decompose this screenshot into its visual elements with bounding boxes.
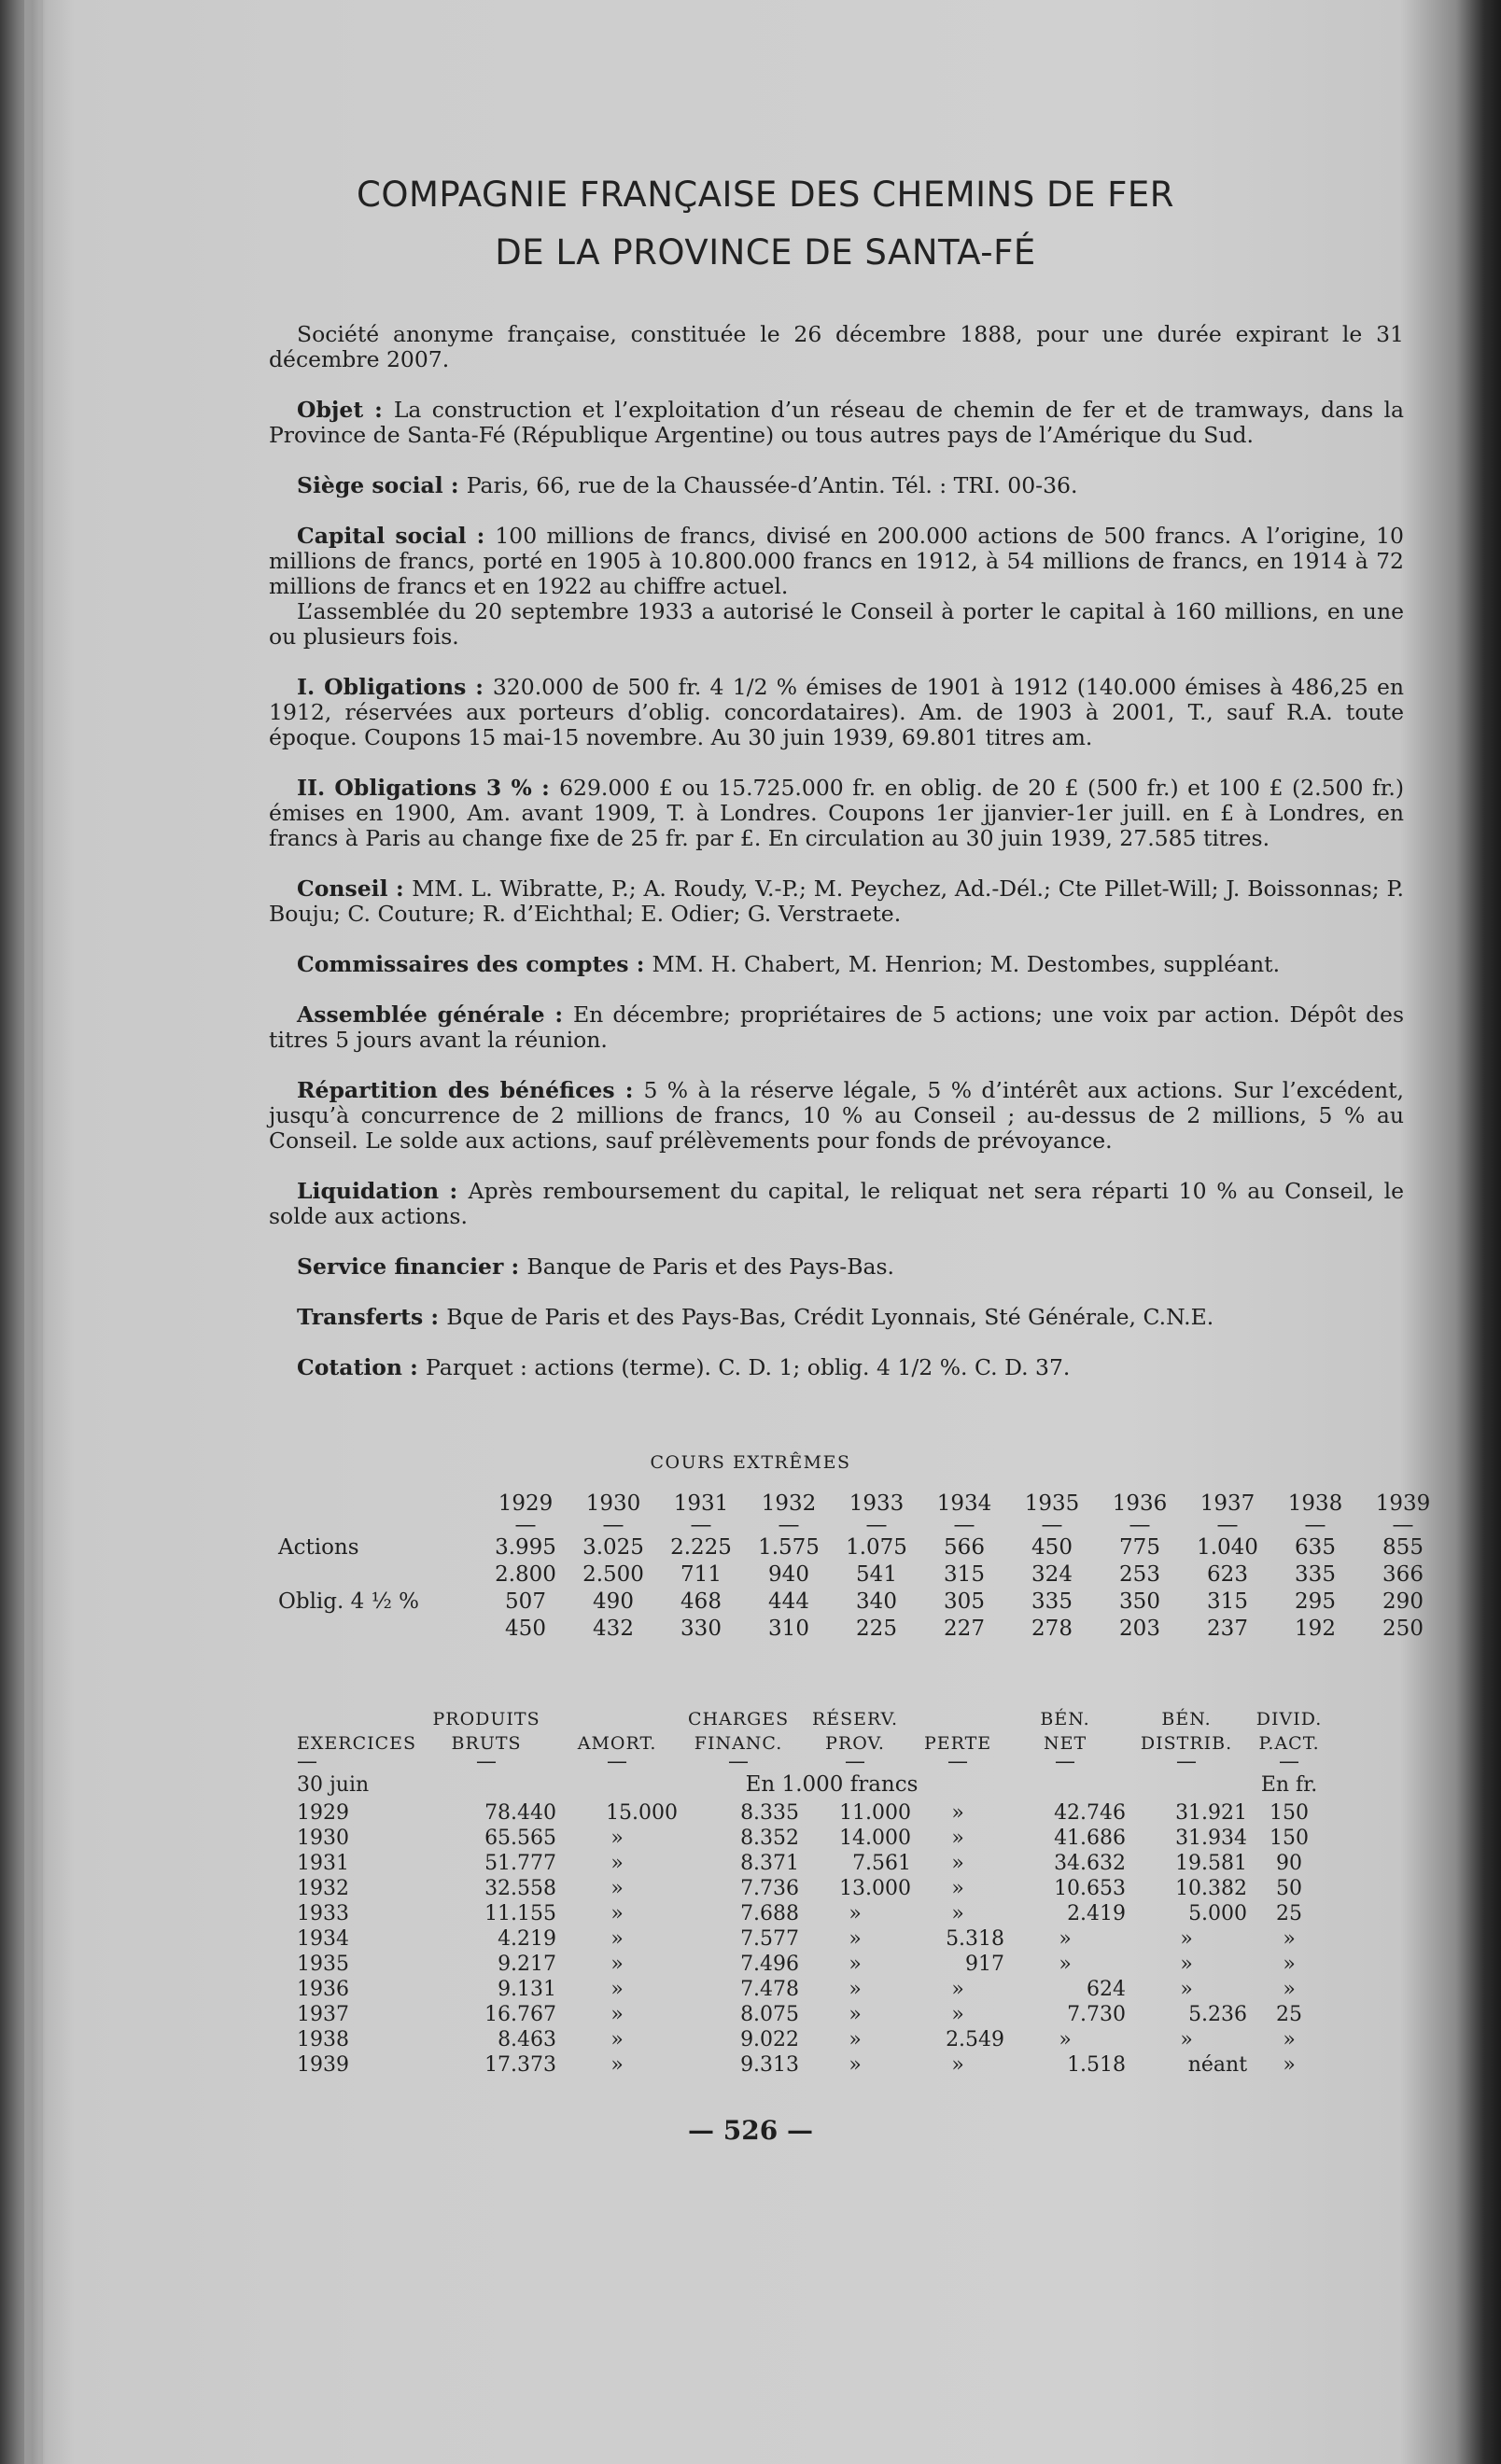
table-row (269, 1851, 1331, 1876)
paragraph-text: Bque de Paris et des Pays-Bas, Crédit Lyonnais, Sté Générale, C.N.E. (446, 1304, 1214, 1330)
table-cell: 253 (1119, 1561, 1160, 1587)
table-cell: 444 (768, 1589, 809, 1614)
cours-dash: — (1129, 1513, 1151, 1537)
table-cell: 450 (505, 1616, 546, 1641)
paragraph-key: Cotation : (297, 1354, 427, 1380)
table-cell: 1929 (297, 1801, 349, 1825)
table-cell: 5.318 (946, 1927, 1005, 1951)
table-cell: 5.236 (1188, 2003, 1248, 2026)
paragraph-key: Liquidation : (297, 1178, 469, 1204)
table-cell: » (1283, 1978, 1296, 2001)
table-row (269, 1533, 1447, 1561)
table-cell: 10.653 (1054, 1877, 1127, 1900)
title-line-2: DE LA PROVINCE DE SANTA-FÉ (495, 232, 1036, 273)
table-cell: » (951, 1852, 964, 1875)
table-cell: 51.777 (484, 1852, 557, 1875)
cours-dash: — (1041, 1513, 1063, 1537)
paragraph (269, 1179, 1404, 1229)
paragraph-key: Conseil : (297, 875, 413, 902)
column-header: RÉSERV. (811, 1709, 899, 1729)
table-cell: 1931 (297, 1852, 349, 1875)
table-cell: » (849, 1902, 862, 1925)
table-cell: 305 (944, 1589, 985, 1614)
document-body (269, 322, 1404, 1406)
table-cell: 711 (680, 1561, 722, 1587)
table-cell: 90 (1276, 1852, 1303, 1875)
table-cell: » (1283, 2053, 1296, 2077)
table-cell: » (951, 1978, 964, 2001)
table-cell: 225 (856, 1616, 897, 1641)
paragraph-key: II. Obligations 3 % : (297, 775, 560, 801)
cours-table (269, 1490, 1447, 1642)
table-cell: 2.800 (495, 1561, 556, 1587)
table-cell: » (1283, 2028, 1296, 2051)
table-cell: 541 (856, 1561, 897, 1587)
column-header: BÉN. (1161, 1709, 1212, 1729)
paragraph (269, 952, 1404, 977)
cours-year: 1936 (1112, 1491, 1168, 1516)
paragraph-key: Capital social : (297, 523, 496, 549)
table-cell: » (1283, 1927, 1296, 1951)
table-cell: 324 (1031, 1561, 1073, 1587)
cours-title: COURS EXTRÊMES (650, 1452, 851, 1473)
table-cell: 237 (1207, 1616, 1248, 1641)
cours-dash: — (953, 1513, 975, 1537)
paragraph (269, 876, 1404, 927)
paragraph-text: MM. H. Chabert, M. Henrion; M. Destombes, suppléant. (652, 951, 1281, 977)
paragraph (269, 1355, 1404, 1380)
cours-year: 1933 (849, 1491, 905, 1516)
column-header: PERTE (923, 1733, 992, 1754)
table-cell: » (1059, 1953, 1072, 1976)
table-row (269, 2052, 1331, 2078)
table-row (269, 2002, 1331, 2027)
row-label: Oblig. 4 ½ % (278, 1589, 420, 1614)
table-cell: » (849, 1927, 862, 1951)
table-cell: 150 (1270, 1801, 1310, 1825)
table-cell: 203 (1119, 1616, 1160, 1641)
table-cell: 9.131 (498, 1978, 557, 2001)
table-cell: 310 (768, 1616, 809, 1641)
table-cell: 330 (680, 1616, 722, 1641)
column-header: PRODUITS (432, 1709, 540, 1729)
table-cell: 623 (1207, 1561, 1248, 1587)
paragraph (269, 398, 1404, 448)
table-cell: » (849, 1978, 862, 2001)
table-cell: » (1180, 1927, 1193, 1951)
column-header (911, 1707, 1004, 1731)
table-cell: 78.440 (484, 1801, 557, 1825)
table-cell: » (610, 1852, 624, 1875)
table-cell: 315 (944, 1561, 985, 1587)
table-cell: 2.549 (946, 2028, 1005, 2051)
cours-header-row (269, 1490, 1447, 1517)
row-label (269, 1561, 482, 1588)
column-header: BRUTS (451, 1733, 522, 1754)
paragraph-key: Siège social : (297, 472, 467, 498)
cours-dash-row (269, 1517, 1447, 1533)
table-cell: 2.500 (582, 1561, 644, 1587)
exercices-header-row-1 (269, 1707, 1331, 1731)
column-header: CHARGES (687, 1709, 790, 1729)
table-cell: » (610, 1877, 624, 1900)
paragraph-key: Objet : (297, 397, 394, 423)
table-cell: 566 (944, 1534, 985, 1560)
table-cell: » (610, 1902, 624, 1925)
table-row (269, 1561, 1447, 1588)
table-cell: 1939 (297, 2053, 349, 2077)
table-cell: 32.558 (484, 1877, 557, 1900)
table-row (269, 1901, 1331, 1926)
table-row (269, 1926, 1331, 1952)
table-cell: 1.075 (846, 1534, 907, 1560)
table-cell: 278 (1031, 1616, 1073, 1641)
table-cell: 340 (856, 1589, 897, 1614)
table-cell: » (1059, 1927, 1072, 1951)
table-cell: 7.577 (740, 1927, 800, 1951)
table-cell: » (951, 1827, 964, 1850)
cours-year: 1930 (585, 1491, 641, 1516)
paragraph-text: 629.000 £ ou 15.725.000 fr. en oblig. de 20 £ (500 fr.) et 100 £ (2.500 fr.) émises en 1900, Am. avant 1909, T. à Londres. Coupons 1er jjanvier-1er juill. en £ à Londres, en francs à Paris au change fixe de 25 fr. par £. En circulation au 30 juin 1939, 27.585 titres. (269, 775, 1404, 851)
table-cell: 1.040 (1197, 1534, 1258, 1560)
table-cell: » (951, 2003, 964, 2026)
table-cell: » (1180, 1953, 1193, 1976)
paragraph (269, 1078, 1404, 1154)
paragraph (269, 1305, 1404, 1330)
paragraph-key: Répartition des bénéfices : (297, 1077, 644, 1103)
table-cell: 1932 (297, 1877, 349, 1900)
table-cell: 19.581 (1175, 1852, 1248, 1875)
table-cell: 9.313 (740, 2053, 800, 2077)
exercices-header-row-2 (269, 1731, 1331, 1756)
table-row (269, 1615, 1447, 1642)
table-cell: 1938 (297, 2028, 349, 2051)
paragraph-key: Commissaires des comptes : (297, 951, 652, 977)
table-cell: » (849, 2053, 862, 2077)
paragraph-text: 100 millions de francs, divisé en 200.000 actions de 500 francs. A l’origine, 10 millions de francs, porté en 1905 à 10.800.000 francs en 1912, à 54 millions de francs, en 1914 à 72 millions de francs et en 1922 au chiffre actuel. (269, 523, 1404, 599)
cours-dash: — (514, 1513, 537, 1537)
table-cell: » (610, 2053, 624, 2077)
table-cell: » (951, 1877, 964, 1900)
table-cell: 8.352 (740, 1827, 800, 1850)
table-cell: » (849, 1953, 862, 1976)
table-cell: » (849, 2028, 862, 2051)
column-dash: — (1279, 1750, 1300, 1773)
table-cell: 25 (1276, 2003, 1303, 2026)
column-header: FINANC. (694, 1733, 783, 1754)
table-cell: 10.382 (1175, 1877, 1248, 1900)
table-cell: 1930 (297, 1827, 349, 1850)
table-cell: 250 (1382, 1616, 1424, 1641)
paragraph-text: 5 % à la réserve légale, 5 % d’intérêt aux actions. Sur l’excédent, jusqu’à concurrence de 2 millions de francs, 10 % au Conseil ; au-dessus de 2 millions, 5 % au Conseil. Le solde aux actions, sauf prélèvements pour fonds de prévoyance. (269, 1077, 1404, 1154)
cours-year: 1931 (673, 1491, 729, 1516)
column-header (269, 1707, 416, 1731)
table-cell: 3.995 (495, 1534, 556, 1560)
column-dash: — (1055, 1750, 1076, 1773)
paragraph (269, 1254, 1404, 1280)
table-cell: 855 (1382, 1534, 1424, 1560)
table-cell: 1936 (297, 1978, 349, 2001)
cours-dash: — (865, 1513, 888, 1537)
table-cell: 432 (593, 1616, 634, 1641)
column-dash: — (1176, 1750, 1198, 1773)
paragraph-key: Service financier : (297, 1253, 527, 1280)
table-cell: » (610, 1953, 624, 1976)
unit-right: En fr. (1260, 1772, 1318, 1797)
table-cell: 450 (1031, 1534, 1073, 1560)
paragraph (269, 524, 1404, 650)
column-dash: — (947, 1750, 969, 1773)
table-row (269, 1952, 1331, 1977)
table-cell: 7.561 (852, 1852, 912, 1875)
column-header: EXERCICES (297, 1733, 417, 1754)
column-dash: — (845, 1750, 866, 1773)
table-cell: 1934 (297, 1927, 349, 1951)
table-cell: 8.075 (740, 2003, 800, 2026)
table-row (269, 1588, 1447, 1615)
table-cell: 17.373 (484, 2053, 557, 2077)
table-cell: 7.496 (740, 1953, 800, 1976)
column-header: DISTRIB. (1140, 1733, 1233, 1754)
table-cell: 624 (1087, 1978, 1127, 2001)
table-cell: 1937 (297, 2003, 349, 2026)
table-cell: 42.746 (1054, 1801, 1127, 1825)
table-cell: 31.934 (1175, 1827, 1248, 1850)
table-row (269, 1977, 1331, 2002)
paragraph-continuation: L’assemblée du 20 septembre 1933 a autorisé le Conseil à porter le capital à 160 millions, en une ou plusieurs fois. (269, 598, 1404, 650)
table-cell: 11.155 (484, 1902, 557, 1925)
column-header: DIVID. (1256, 1709, 1323, 1729)
column-dash: — (476, 1750, 498, 1773)
table-cell: » (610, 2003, 624, 2026)
table-cell: 1935 (297, 1953, 349, 1976)
cours-year: 1939 (1375, 1491, 1431, 1516)
cours-year: 1935 (1024, 1491, 1080, 1516)
table-row (269, 2027, 1331, 2052)
table-cell: 775 (1119, 1534, 1160, 1560)
table-cell: 13.000 (839, 1877, 912, 1900)
table-cell: 9.217 (498, 1953, 557, 1976)
table-cell: » (1180, 2028, 1193, 2051)
table-cell: 335 (1295, 1561, 1336, 1587)
table-cell: 7.736 (740, 1877, 800, 1900)
table-cell: 7.688 (740, 1902, 800, 1925)
cours-dash: — (690, 1513, 712, 1537)
exercices-table (269, 1707, 1331, 2078)
table-cell: 315 (1207, 1589, 1248, 1614)
page-number: — 526 — (688, 2115, 813, 2146)
cours-dash-blank (269, 1517, 482, 1533)
table-row (269, 1876, 1331, 1901)
paragraph-text: Banque de Paris et des Pays-Bas. (526, 1253, 895, 1280)
table-cell: 1.518 (1067, 2053, 1127, 2077)
table-cell: » (1180, 1978, 1193, 2001)
paragraph-key: Assemblée générale : (297, 1001, 573, 1028)
cours-year: 1929 (498, 1491, 554, 1516)
exercices-dash-row (269, 1756, 1331, 1769)
table-cell: 25 (1276, 1902, 1303, 1925)
table-cell: 150 (1270, 1827, 1310, 1850)
paragraph-text: Après remboursement du capital, le reliquat net sera réparti 10 % au Conseil, le solde aux actions. (269, 1178, 1404, 1229)
unit-row (269, 1769, 1331, 1800)
table-cell: » (610, 1978, 624, 2001)
table-cell: 290 (1382, 1589, 1424, 1614)
cours-dash: — (1216, 1513, 1239, 1537)
column-header: BÉN. (1040, 1709, 1090, 1729)
table-cell: 50 (1276, 1877, 1303, 1900)
table-cell: 16.767 (484, 2003, 557, 2026)
table-cell: 8.463 (498, 2028, 557, 2051)
paragraph (269, 675, 1404, 750)
paragraph-text: Parquet : actions (terme). C. D. 1; oblig. 4 1/2 %. C. D. 37. (426, 1354, 1071, 1380)
table-cell: 14.000 (839, 1827, 912, 1850)
cours-year: 1937 (1199, 1491, 1256, 1516)
table-cell: 8.371 (740, 1852, 800, 1875)
column-dash: — (728, 1750, 750, 1773)
cours-year: 1932 (761, 1491, 817, 1516)
row-label (269, 1615, 482, 1642)
table-cell: 7.478 (740, 1978, 800, 2001)
table-cell: » (849, 2003, 862, 2026)
table-cell: 227 (944, 1616, 985, 1641)
table-cell: 635 (1295, 1534, 1336, 1560)
table-cell: 65.565 (484, 1827, 557, 1850)
table-cell: 8.335 (740, 1801, 800, 1825)
cours-year: 1938 (1287, 1491, 1343, 1516)
column-dash: — (297, 1750, 317, 1773)
table-cell: » (1283, 1953, 1296, 1976)
column-header: NET (1043, 1733, 1087, 1754)
table-cell: 31.921 (1175, 1801, 1248, 1825)
paragraph-text: 320.000 de 500 fr. 4 1/2 % émises de 1901 à 1912 (140.000 émises à 486,25 en 1912, réservées aux porteurs d’oblig. concordataires). Am. de 1903 à 2001, T., sauf R.A. toute époque. Coupons 15 mai-15 novembre. Au 30 juin 1939, 69.801 titres am. (269, 674, 1404, 750)
table-cell: 4.219 (498, 1927, 557, 1951)
table-cell: 940 (768, 1561, 809, 1587)
binding-edge-inner (39, 0, 43, 2464)
table-cell: 11.000 (839, 1801, 912, 1825)
column-header: PROV. (825, 1733, 885, 1754)
cours-year: 1934 (936, 1491, 992, 1516)
paragraph-key: I. Obligations : (297, 674, 493, 700)
unit-text: En 1.000 francs (745, 1772, 919, 1797)
title-line-1: COMPAGNIE FRANÇAISE DES CHEMINS DE FER (357, 175, 1174, 215)
table-cell: néant (1187, 2053, 1248, 2077)
table-cell: » (951, 1902, 964, 1925)
table-cell: » (951, 1801, 964, 1825)
table-cell: » (610, 1927, 624, 1951)
table-cell: 295 (1295, 1589, 1336, 1614)
table-cell: 7.730 (1067, 2003, 1127, 2026)
table-cell: 2.419 (1067, 1902, 1127, 1925)
paragraph (269, 776, 1404, 851)
table-cell: » (951, 2053, 964, 2077)
table-cell: 3.025 (582, 1534, 644, 1560)
paragraph-text: En décembre; propriétaires de 5 actions; une voix par action. Dépôt des titres 5 jours avant la réunion. (269, 1001, 1404, 1053)
paragraph (269, 1002, 1404, 1053)
table-cell: 15.000 (606, 1801, 679, 1825)
unit-label: 30 juin (297, 1772, 370, 1797)
column-dash: — (607, 1750, 628, 1773)
table-cell: 2.225 (670, 1534, 732, 1560)
paragraph (269, 473, 1404, 498)
table-cell: 9.022 (740, 2028, 800, 2051)
table-row (269, 1800, 1331, 1826)
paragraph (269, 322, 1404, 372)
table-cell: 34.632 (1054, 1852, 1127, 1875)
cours-dash: — (1304, 1513, 1326, 1537)
table-cell: » (1059, 2028, 1072, 2051)
paragraph-text: La construction et l’exploitation d’un réseau de chemin de fer et de tramways, dans la Province de Santa-Fé (République Argentine) ou tous autres pays de l’Amérique du Sud. (269, 397, 1405, 448)
table-cell: 1.575 (758, 1534, 820, 1560)
table-cell: » (610, 1827, 624, 1850)
column-header: AMORT. (577, 1733, 657, 1754)
cours-dash: — (778, 1513, 800, 1537)
table-cell: 507 (505, 1589, 546, 1614)
paragraph-text: MM. L. Wibratte, P.; A. Roudy, V.-P.; M. Peychez, Ad.-Dél.; Cte Pillet-Will; J. Boissonnas; P. Bouju; C. Couture; R. d’Eichthal; E. Odier; G. Verstraete. (269, 875, 1404, 927)
cours-header-blank (269, 1490, 482, 1517)
table-cell: 917 (965, 1953, 1005, 1976)
table-cell: 5.000 (1188, 1902, 1248, 1925)
page-title (280, 166, 1251, 282)
table-cell: 350 (1119, 1589, 1160, 1614)
paragraph-text: Paris, 66, rue de la Chaussée-d’Antin. Tél. : TRI. 00-36. (466, 472, 1078, 498)
table-cell: 468 (680, 1589, 722, 1614)
binding-edge (24, 0, 32, 2464)
table-cell: 41.686 (1054, 1827, 1127, 1850)
row-label: Actions (278, 1534, 359, 1560)
paragraph-text: Société anonyme française, constituée le 26 décembre 1888, pour une durée expirant le 31 décembre 2007. (269, 321, 1404, 372)
table-row (269, 1826, 1331, 1851)
table-cell: 1933 (297, 1902, 349, 1925)
column-header: P.ACT. (1258, 1733, 1320, 1754)
cours-dash: — (1392, 1513, 1414, 1537)
table-cell: 192 (1295, 1616, 1336, 1641)
cours-dash: — (602, 1513, 624, 1537)
paragraph-key: Transferts : (297, 1304, 447, 1330)
table-cell: 490 (593, 1589, 634, 1614)
column-header (556, 1707, 678, 1731)
table-cell: » (610, 2028, 624, 2051)
table-cell: 366 (1382, 1561, 1424, 1587)
table-cell: 335 (1031, 1589, 1073, 1614)
